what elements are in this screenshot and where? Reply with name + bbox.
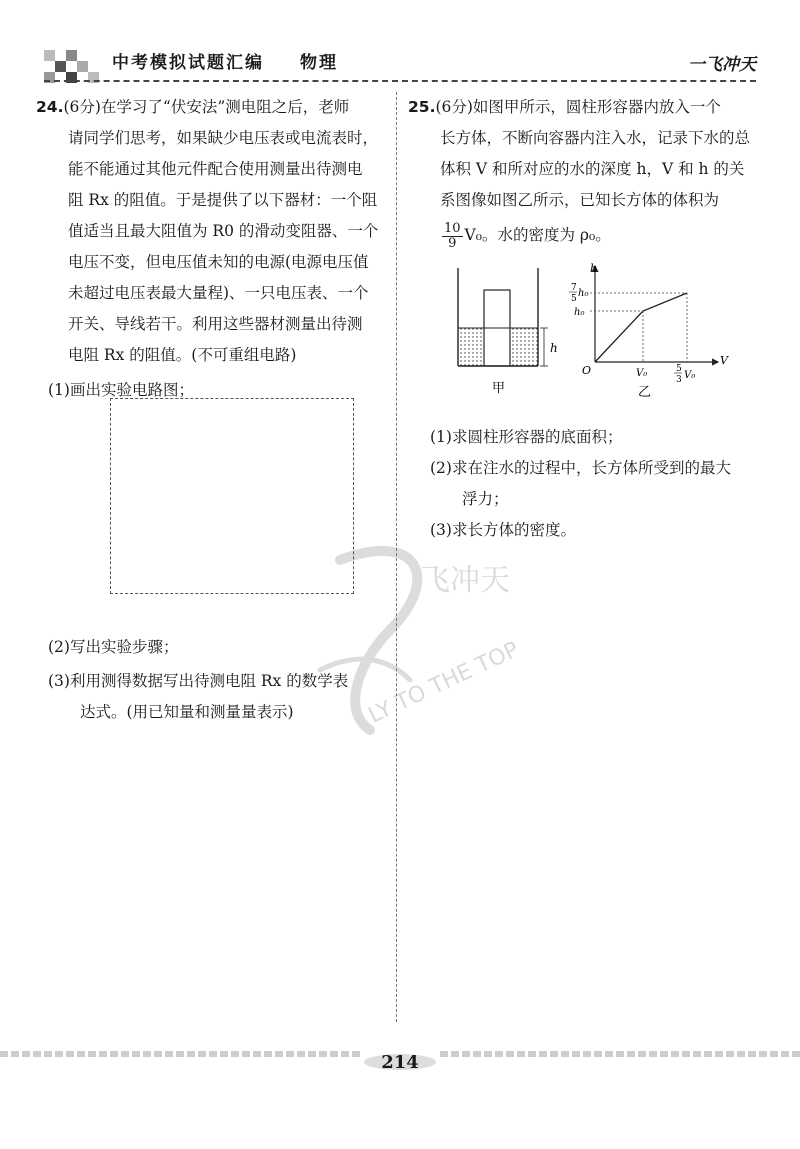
- y-tick-top-den: 5: [571, 294, 577, 304]
- q25-intro: [408, 123, 753, 254]
- watermark-en: LY TO THE TOP: [364, 637, 523, 729]
- q25-part2: (2)求在注水的过程中，长方体所受到的最大: [430, 459, 731, 477]
- q25-line-1: 长方体，不断向容器内注入水，记录下水的总: [440, 129, 751, 147]
- watermark-logo: [300, 520, 560, 750]
- q24-line-2: 能不能通过其他元件配合使用测量出待测电: [68, 160, 363, 178]
- q24-line-3: 阻 Rx 的阻值。于是提供了以下器材：一个阻: [68, 191, 378, 209]
- q24-part2: (2)写出实验步骤；: [48, 638, 179, 656]
- y-tick-top-num: 7: [571, 283, 577, 293]
- brand-logo: 一飞冲天: [688, 55, 756, 75]
- q25-line-3: 系图像如图乙所示，已知长方体的体积为: [440, 191, 720, 209]
- q24-line-0: 24.(6分)在学习了“伏安法”测电阻之后，老师: [36, 98, 350, 116]
- q25-line-2: 体积 V 和所对应的水的深度 h，V 和 h 的关: [440, 160, 745, 178]
- q25-part2-cont: 浮力；: [462, 490, 509, 508]
- y-tick-low: h₀: [574, 307, 585, 318]
- x-tick-1: V₀: [636, 368, 648, 379]
- q24-part1: (1)画出实验电路图；: [48, 381, 194, 399]
- q24-line-8: 电阻 Rx 的阻值。(不可重组电路): [68, 346, 297, 364]
- q24-line-5: 电压不变，但电压值未知的电源(电源电压值: [68, 253, 369, 271]
- figure-yi-caption: 乙: [638, 385, 652, 400]
- q24-line-6: 未超过电压表最大量程)、一只电压表、一个: [68, 284, 369, 302]
- q25-figures: [440, 260, 740, 410]
- q24-line-7: 开关、导线若干。利用这些器材测量出待测: [68, 315, 363, 333]
- container-h-label: h: [550, 341, 558, 355]
- q24-part3: (3)利用测得数据写出待测电阻 Rx 的数学表: [48, 672, 349, 690]
- y-tick-top-sym: h₀: [578, 288, 589, 299]
- q24-line-4: 值适当且最大阻值为 R0 的滑动变阻器、一个: [68, 222, 379, 240]
- x-tick-2-den: 3: [676, 375, 682, 385]
- x-tick-2-num: 5: [676, 364, 682, 374]
- page-number: 214: [381, 1052, 419, 1073]
- q24-line-1: 请同学们思考，如果缺少电压表或电流表时，: [68, 129, 379, 147]
- q25-part1: (1)求圆柱形容器的底面积；: [430, 428, 623, 446]
- q24-part3-cont: 达式。(用已知量和测量量表示): [80, 703, 294, 721]
- header-divider: [44, 80, 756, 82]
- page-header: [0, 0, 800, 92]
- figure-jia-caption: 甲: [492, 381, 506, 396]
- q25-number: 25.: [408, 98, 436, 116]
- q24-number: 24.: [36, 98, 64, 116]
- q25-line-0: 25.(6分)如图甲所示，圆柱形容器内放入一个: [408, 98, 721, 116]
- x-tick-2-sym: V₀: [684, 370, 696, 381]
- q24-intro: [36, 123, 386, 371]
- checker-pattern-icon: [44, 50, 100, 84]
- q25-line-4: $\frac{10}{9}$ V₀。水的密度为 ρ₀。: [444, 220, 611, 251]
- q25-part3: (3)求长方体的密度。: [430, 521, 576, 539]
- container-diagram: [458, 268, 558, 396]
- subject-label: 物理: [300, 53, 338, 73]
- fraction-10-9: $\frac{10}{9}$: [444, 220, 461, 251]
- book-title: 中考模拟试题汇编: [112, 53, 264, 73]
- graph-origin-label: O: [582, 364, 592, 377]
- graph-y-axis-label: h: [590, 262, 598, 275]
- watermark-cn: 飞冲天: [420, 563, 510, 598]
- volume-depth-graph: [569, 262, 729, 400]
- graph-x-axis-label: V: [720, 354, 728, 367]
